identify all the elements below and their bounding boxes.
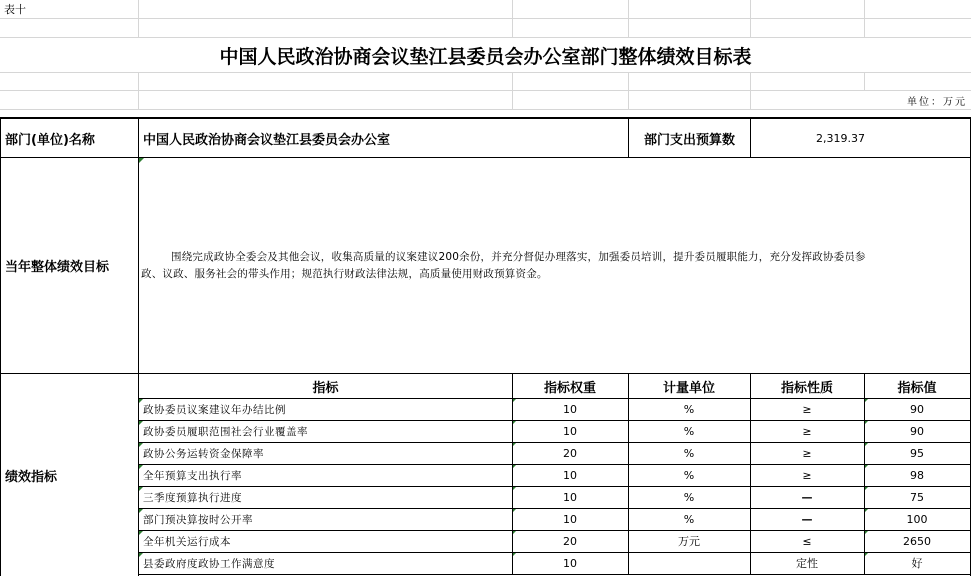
gridline bbox=[512, 0, 513, 37]
table-border bbox=[139, 464, 970, 465]
gridline bbox=[138, 0, 139, 37]
indicator-nature: 定性 bbox=[796, 557, 818, 570]
indicator-nature: ≥ bbox=[802, 402, 812, 416]
gridline bbox=[512, 72, 513, 109]
indicator-unit: 万元 bbox=[678, 535, 700, 548]
gridline bbox=[628, 72, 629, 109]
indicator-header-nature: 指标性质 bbox=[780, 380, 833, 396]
indicator-value: 95 bbox=[864, 442, 970, 464]
indicator-header-value: 指标值 bbox=[897, 380, 937, 396]
gridline bbox=[0, 18, 971, 19]
indicator-weight: 20 bbox=[512, 442, 628, 464]
indicator-value: 100 bbox=[864, 508, 970, 530]
indicator-unit: % bbox=[683, 446, 695, 460]
indicator-weight: 10 bbox=[512, 508, 628, 530]
indicator-unit bbox=[628, 552, 750, 574]
indicator-value: 好 bbox=[864, 552, 970, 574]
table-border bbox=[139, 552, 970, 553]
table-number: 表十 bbox=[4, 3, 26, 16]
indicator-unit: % bbox=[683, 490, 695, 504]
indicator-name: 政协委员履职范围社会行业覆盖率 bbox=[139, 420, 512, 442]
dept-name-label: 部门(单位)名称 bbox=[5, 132, 95, 148]
indicator-nature: — bbox=[801, 490, 813, 504]
indicator-value: 2650 bbox=[864, 530, 970, 552]
gridline bbox=[864, 0, 865, 37]
indicator-name: 部门预决算按时公开率 bbox=[139, 508, 512, 530]
indicator-name: 县委政府度政协工作满意度 bbox=[139, 552, 512, 574]
indicator-unit: % bbox=[683, 424, 695, 438]
indicator-weight: 10 bbox=[512, 486, 628, 508]
goal-text-line: 围绕完成政协全委会及其他会议，收集高质量的议案建议200余份，并充分督促办理落实，加强委员培训，提升委员履职能力，充分发挥政协委员参 bbox=[171, 250, 866, 263]
indicator-name: 政协委员议案建议年办结比例 bbox=[139, 398, 512, 420]
indicator-weight: 10 bbox=[512, 420, 628, 442]
indicator-unit: % bbox=[683, 512, 695, 526]
table-border bbox=[139, 486, 970, 487]
budget-label: 部门支出预算数 bbox=[643, 132, 735, 148]
table-border bbox=[628, 374, 629, 574]
indicator-name: 全年预算支出执行率 bbox=[139, 464, 512, 486]
indicator-nature: — bbox=[801, 512, 813, 526]
goal-text bbox=[139, 158, 970, 373]
budget-value: 2,319.37 bbox=[816, 131, 865, 145]
indicators-section-label: 绩效指标 bbox=[5, 469, 58, 485]
indicator-value: 90 bbox=[864, 420, 970, 442]
indicator-name: 政协公务运转资金保障率 bbox=[139, 442, 512, 464]
indicator-name: 全年机关运行成本 bbox=[139, 530, 512, 552]
goal-text-line: 政、议政、服务社会的带头作用；规范执行财政法律法规，高质量使用财政预算资金。 bbox=[141, 267, 548, 280]
gridline bbox=[628, 0, 629, 37]
goal-label: 当年整体绩效目标 bbox=[5, 260, 110, 275]
dept-name-value: 中国人民政治协商会议垫江县委员会办公室 bbox=[143, 132, 391, 148]
indicator-nature: ≥ bbox=[802, 446, 812, 460]
table-border bbox=[864, 374, 865, 574]
gridline bbox=[0, 72, 971, 73]
indicator-unit: % bbox=[683, 402, 695, 416]
page-title: 中国人民政治协商会议垫江县委员会办公室部门整体绩效目标表 bbox=[219, 45, 752, 68]
indicator-value: 98 bbox=[864, 464, 970, 486]
indicator-unit: % bbox=[683, 468, 695, 482]
table-border bbox=[512, 374, 513, 574]
indicator-name: 三季度预算执行进度 bbox=[139, 486, 512, 508]
indicator-header-unit: 计量单位 bbox=[662, 380, 715, 396]
indicator-nature: ≥ bbox=[802, 424, 812, 438]
table-border bbox=[750, 374, 751, 574]
indicator-weight: 20 bbox=[512, 530, 628, 552]
gridline bbox=[0, 109, 971, 110]
unit-label: 单位：万元 bbox=[907, 96, 967, 108]
table-border bbox=[139, 420, 970, 421]
indicator-nature: ≤ bbox=[802, 534, 812, 548]
indicator-weight: 10 bbox=[512, 464, 628, 486]
table-border bbox=[139, 574, 970, 575]
indicator-nature: ≥ bbox=[802, 468, 812, 482]
indicator-header-name: 指标 bbox=[312, 380, 339, 396]
gridline bbox=[138, 72, 139, 109]
table-border bbox=[139, 508, 970, 509]
indicator-header-weight: 指标权重 bbox=[543, 380, 596, 396]
table-border bbox=[139, 398, 970, 399]
indicator-weight: 10 bbox=[512, 398, 628, 420]
table-border bbox=[139, 530, 970, 531]
indicator-value: 75 bbox=[864, 486, 970, 508]
gridline bbox=[864, 72, 865, 91]
table-border bbox=[139, 442, 970, 443]
indicator-weight: 10 bbox=[512, 552, 628, 574]
gridline bbox=[750, 0, 751, 37]
indicator-value: 90 bbox=[864, 398, 970, 420]
